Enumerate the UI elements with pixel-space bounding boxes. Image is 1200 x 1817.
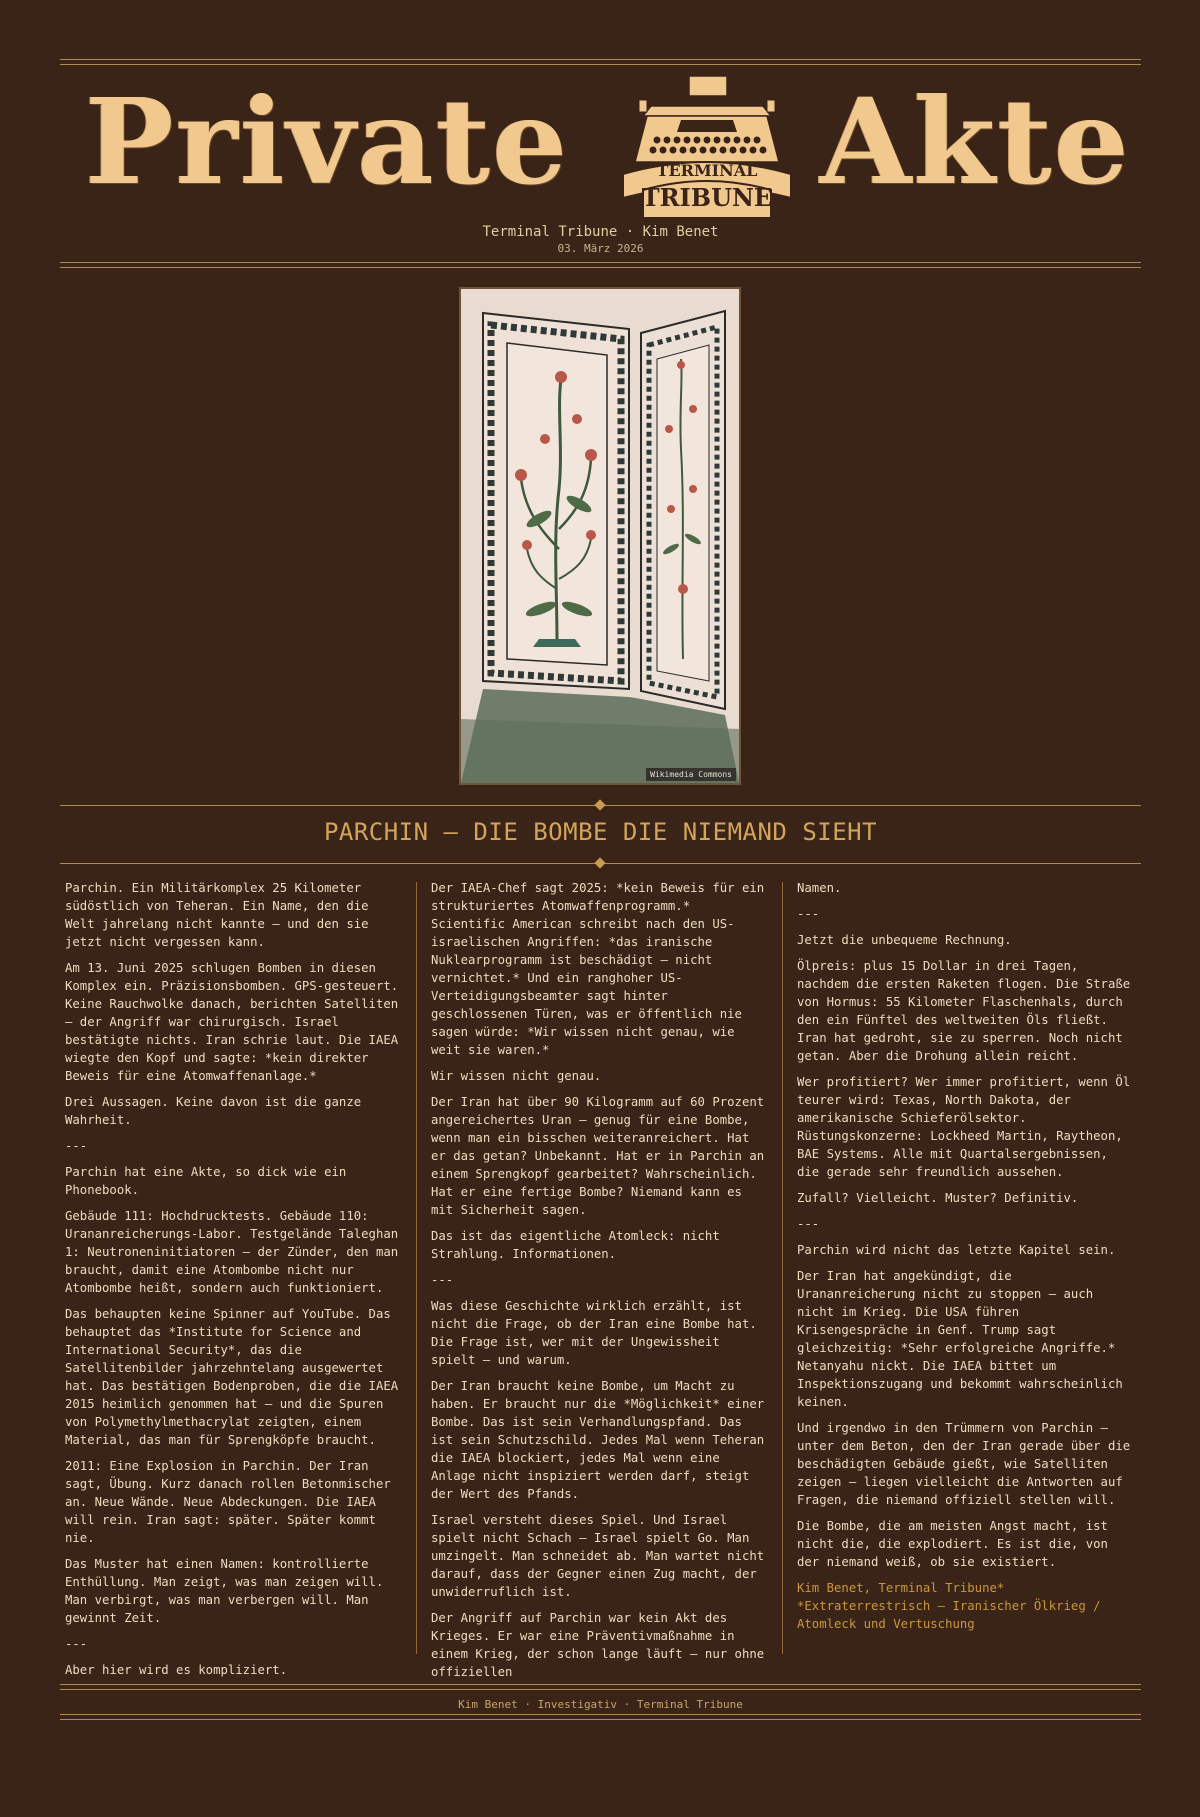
section-separator: --- [65,1637,88,1651]
byline: Terminal Tribune · Kim Benet [482,224,719,240]
paragraph: Ölpreis: plus 15 Dollar in drei Tagen, nachdem die ersten Raketen flogen. Die Straße von Hormus: 55 Kilometer Flaschenhals, durch den ein Fünftel des weltweiten Öls fließt. Iran hat gedroht, sie zu sperren. Noch nicht getan. Aber die Drohung allein reicht. [797,959,1131,1063]
paragraph: Gebäude 111: Hochdrucktests. Gebäude 110: Urananreicherungs-Labor. Testgelände Taleghan 1: Neutroneninitiatoren — der Zünder, den man braucht, damit eine Atombombe nicht nur Atombombe heißt, sondern auch funktioniert. [65,1209,399,1295]
paragraph: Parchin. Ein Militärkomplex 25 Kilometer südöstlich von Teheran. Ein Name, den die Welt jahrelang nicht kannte — und den sie jetzt nicht vergessen kann. [65,881,369,949]
footer-text: Kim Benet · Investigativ · Terminal Tribune [458,1698,743,1711]
paragraph: Das behaupten keine Spinner auf YouTube. Das behauptet das *Institute for Science and International Security*, das die Satellitenbilder jahrzehntelang ausgewertet hat. Das bestätigen Bodenproben, die die IAEA 2015 heimlich genommen hat — und die Spuren von Polymethylmethacrylat zeigten, einem Material, das man für Sprengköpfe braucht. [65,1307,399,1447]
logo-text-bottom: TRIBUNE [641,183,773,212]
section-separator: --- [797,907,820,921]
paragraph: Parchin wird nicht das letzte Kapitel sein. [797,1243,1116,1257]
typewriter-logo [621,72,793,220]
column-divider-2 [782,882,783,1654]
section-separator: --- [65,1139,88,1153]
article-column-1 [65,879,405,1687]
paragraph: Das ist das eigentliche Atomleck: nicht Strahlung. Informationen. [431,1229,720,1261]
article-column-3 [797,879,1137,1641]
paragraph: Der Angriff auf Parchin war kein Akt des Krieges. Er war eine Präventivmaßnahme in einem Krieg, der schon lange läuft — nur ohne offiziellen [431,1611,765,1679]
section-separator: --- [431,1273,454,1287]
paragraph: Parchin hat eine Akte, so dick wie ein Phonebook. [65,1165,347,1197]
masthead-bottom-rule [60,262,1141,268]
paragraph: Der Iran hat über 90 Kilogramm auf 60 Prozent angereichertes Uran — genug für eine Bombe, wenn man ein bisschen weiteranreichert. Hat er das getan? Unbekannt. Hat er in Parchin an einem Sprengkopf gearbeitet? Wahrscheinlich. Hat er eine fertige Bombe? Niemand kann es mit Sicherheit sagen. [431,1095,765,1217]
publication-date: 03. März 2026 [557,242,644,255]
paragraph: Israel versteht dieses Spiel. Und Israel spielt nicht Schach — Israel spielt Go. Man umzingelt. Man schneidet ab. Man wartet nicht darauf, dass der Gegner einen Zug macht, der unwiderruflich ist. [431,1513,765,1599]
paragraph: Am 13. Juni 2025 schlugen Bomben in diesen Komplex ein. Präzisionsbomben. GPS-gesteuert. Keine Rauchwolke danach, berichten Satelliten — der Angriff war chirurgisch. Israel bestätigte nichts. Iran schrie laut. Die IAEA wiegte den Kopf und sagte: *kein direkter Beweis für eine Atomwaffenanlage.* [65,961,399,1083]
image-credit: Wikimedia Commons [646,768,736,781]
article-headline: PARCHIN — DIE BOMBE DIE NIEMAND SIEHT [323,818,878,846]
paragraph: 2011: Eine Explosion in Parchin. Der Iran sagt, Übung. Kurz danach rollen Betonmischer an. Neue Wände. Neue Abdeckungen. Die IAEA will rein. Iran sagt: später. Später kommt nie. [65,1459,391,1545]
marble-inlay-panels [461,289,739,783]
paragraph: Der IAEA-Chef sagt 2025: *kein Beweis für ein strukturiertes Atomwaffenprogramm.* Scientific American schreibt nach den US-israelischen Angriffen: *das iranische Nuklearprogramm ist beschädigt — nicht vernichtet.* Und ein ranghoher US-Verteidigungsbeamter sagt hinter geschlossenen Türen, was er öffentlich nie sagen würde: *Wir wissen nicht genau, wie weit sie waren.* [431,881,765,1057]
paragraph: Zufall? Vielleicht. Muster? Definitiv. [797,1191,1079,1205]
paragraph: Der Iran hat angekündigt, die Urananreicherung nicht zu stoppen — auch nicht im Krieg. Die USA führen Krisengespräche in Genf. Trump sagt gleichzeitig: *Sehr erfolgreiche Angriffe.* Netanyahu nickt. Die IAEA bittet um Inspektionszugang und bekommt wahrscheinlich keinen. [797,1269,1123,1409]
paragraph: Und irgendwo in den Trümmern von Parchin — unter dem Beton, den der Iran gerade über die beschädigten Gebäude gießt, wie Satelliten zeigen — liegen vielleicht die Antworten auf Fragen, die niemand offiziell stellen will. [797,1421,1131,1507]
diamond-ornament-bottom [594,857,605,868]
paragraph: Namen. [797,881,842,895]
masthead [60,72,1141,232]
article-photo [459,287,741,785]
section-separator: --- [797,1217,820,1231]
page [60,0,1141,1817]
masthead-title-left: Private [85,72,570,211]
paragraph: Jetzt die unbequeme Rechnung. [797,933,1012,947]
paragraph: Der Iran braucht keine Bombe, um Macht zu haben. Er braucht nur die *Möglichkeit* einer Bombe. Das ist sein Verhandlungspfand. Das ist sein Schutzschild. Jedes Mal wenn Teheran die IAEA blockiert, jedes Mal wenn eine Anlage nicht inspiziert werden darf, steigt der Wert des Pfands. [431,1379,765,1501]
column-divider-1 [416,882,417,1654]
paragraph: Drei Aussagen. Keine davon ist die ganze Wahrheit. [65,1095,362,1127]
footer-rule-bottom [60,1714,1141,1720]
masthead-title-right: Akte [820,72,1131,211]
paragraph: Die Bombe, die am meisten Angst macht, ist nicht die, die explodiert. Es ist die, von der niemand weiß, ob sie existiert. [797,1519,1108,1569]
article-column-2 [431,879,771,1689]
paragraph: Was diese Geschichte wirklich erzählt, ist nicht die Frage, ob der Iran eine Bombe hat. Die Frage ist, wer mit der Ungewissheit spielt — und warum. [431,1299,757,1367]
paragraph: Wer profitiert? Wer immer profitiert, wenn Öl teurer wird: Texas, North Dakota, der amerikanische Schieferölsektor. Rüstungskonzerne: Lockheed Martin, Raytheon, BAE Systems. Alle mit Quartalsergebnissen, die gerade sehr freundlich aussehen. [797,1075,1131,1179]
paragraph: Wir wissen nicht genau. [431,1069,602,1083]
author-signature: Kim Benet, Terminal Tribune* *Extraterrestrisch — Iranischer Ölkrieg / Atomleck und Vertuschung [797,1581,1101,1631]
footer-rule-top [60,1684,1141,1690]
logo-text-top: TERMINAL [656,161,758,180]
paragraph: Aber hier wird es kompliziert. [65,1663,288,1677]
paragraph: Das Muster hat einen Namen: kontrollierte Enthüllung. Man zeigt, was man zeigen will. Man verbirgt, was man verbergen will. Man gewinnt Zeit. [65,1557,384,1625]
diamond-ornament-top [594,799,605,810]
top-rule [60,59,1141,65]
